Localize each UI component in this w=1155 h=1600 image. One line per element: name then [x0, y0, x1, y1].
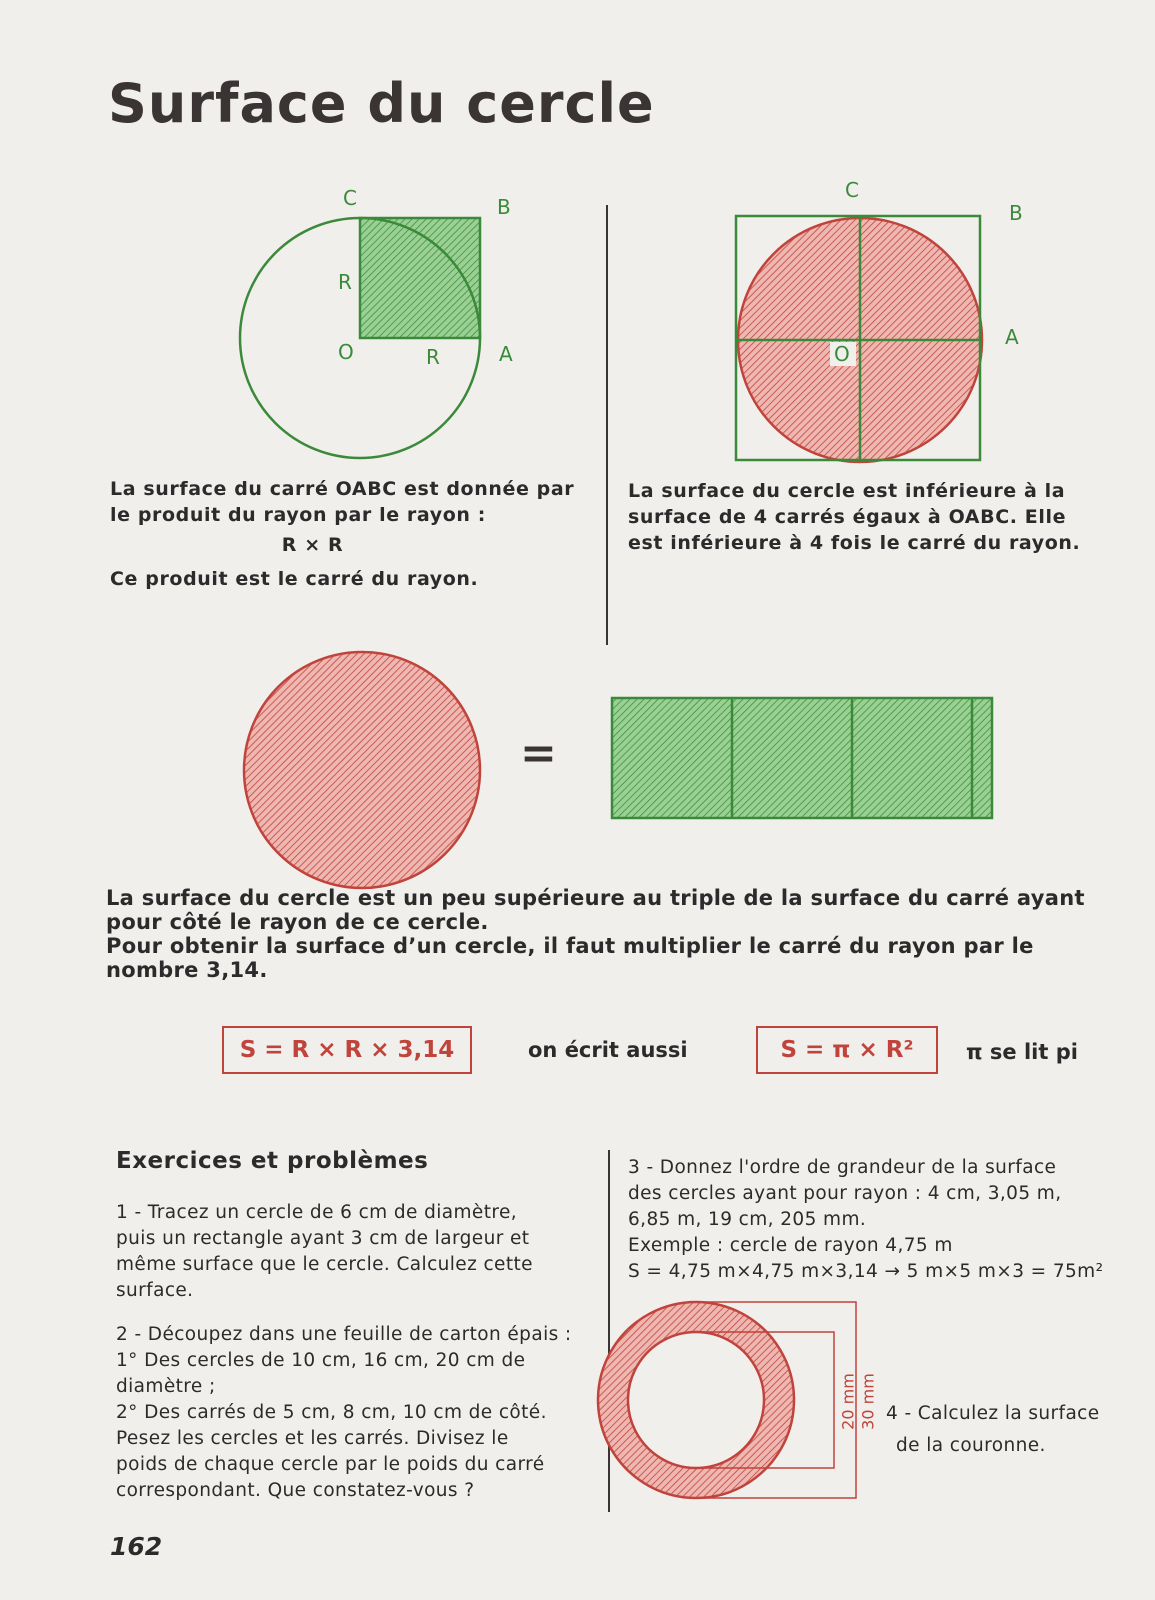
ring-diagram: [596, 1300, 876, 1500]
fig2-caption: [628, 478, 1108, 556]
label-b: B: [1009, 201, 1023, 225]
fig1-caption-line2: le produit du rayon par le rayon :: [110, 504, 486, 526]
exercise-1-line: même surface que le cercle. Calculez cette: [116, 1254, 533, 1275]
fig1-formula: R × R: [281, 534, 344, 556]
circle-equals-rectangle: [240, 650, 1000, 890]
exercise-2-line: 1° Des cercles de 10 cm, 16 cm, 20 cm de: [116, 1350, 526, 1371]
column-divider-top: [606, 205, 608, 645]
exercise-2-line: diamètre ;: [116, 1376, 216, 1397]
equals-sign: =: [520, 728, 557, 779]
statement: [106, 886, 1116, 982]
exercise-3: [628, 1155, 1128, 1285]
exercise-2: [116, 1322, 606, 1504]
dimension-label-inner: 20 mm: [838, 1373, 858, 1430]
exercise-4-line: 4 - Calculez la surface: [886, 1403, 1100, 1424]
square-oabc: [360, 218, 480, 338]
exercise-3-line: S = 4,75 m×4,75 m×3,14 → 5 m×5 m×3 = 75m²: [628, 1261, 1104, 1282]
page-number: 162: [110, 1532, 163, 1561]
formula-box-1: S = R × R × 3,14: [222, 1026, 472, 1074]
exercise-2-line: correspondant. Que constatez-vous ?: [116, 1480, 475, 1501]
page-title: Surface du cercle: [108, 72, 655, 135]
label-o: O: [834, 342, 850, 366]
exercise-1-line: surface.: [116, 1280, 194, 1301]
fig2-caption-line1: La surface du cercle est inférieure à la: [628, 480, 1066, 502]
exercise-3-line: 3 - Donnez l'ordre de grandeur de la surface: [628, 1157, 1057, 1178]
exercise-1-line: 1 - Tracez un cercle de 6 cm de diamètre,: [116, 1202, 518, 1223]
label-b: B: [497, 195, 511, 219]
statement-line4: nombre 3,14.: [106, 958, 268, 982]
label-a: A: [1005, 325, 1019, 349]
fig1-caption-line1: La surface du carré OABC est donnée par: [110, 478, 575, 500]
red-circle: [244, 652, 480, 888]
exercises-heading: Exercices et problèmes: [116, 1148, 429, 1174]
statement-line2: pour côté le rayon de ce cercle.: [106, 910, 489, 934]
formula-middle-text: on écrit aussi: [528, 1038, 688, 1062]
exercise-2-line: 2 - Découpez dans une feuille de carton épais :: [116, 1324, 572, 1345]
statement-line3: Pour obtenir la surface d’un cercle, il faut multiplier le carré du rayon par le: [106, 934, 1034, 958]
exercise-3-line: des cercles ayant pour rayon : 4 cm, 3,05 m,: [628, 1183, 1062, 1204]
fig1-caption: [110, 476, 595, 592]
label-r-vertical: R: [338, 270, 352, 294]
dimension-label-outer: 30 mm: [858, 1373, 878, 1430]
exercise-1: [116, 1200, 602, 1304]
green-rectangle: [612, 698, 992, 818]
statement-line1: La surface du cercle est un peu supérieure au triple de la surface du carré ayant: [106, 886, 1085, 910]
exercise-2-line: poids de chaque cercle par le poids du carré: [116, 1454, 545, 1475]
fig2-diagram: [730, 210, 990, 470]
fig2-caption-line2: surface de 4 carrés égaux à OABC. Elle: [628, 506, 1067, 528]
label-o: O: [338, 340, 354, 364]
formula-box-2: S = π × R²: [756, 1026, 938, 1074]
exercise-3-line: Exemple : cercle de rayon 4,75 m: [628, 1235, 953, 1256]
exercise-4: [886, 1398, 1136, 1462]
label-c: C: [343, 186, 357, 210]
exercise-2-line: Pesez les cercles et les carrés. Divisez le: [116, 1428, 509, 1449]
exercise-2-line: 2° Des carrés de 5 cm, 8 cm, 10 cm de côté.: [116, 1402, 547, 1423]
label-a: A: [499, 342, 513, 366]
exercise-1-line: puis un rectangle ayant 3 cm de largeur et: [116, 1228, 530, 1249]
fig2-caption-line3: est inférieure à 4 fois le carré du rayon.: [628, 532, 1081, 554]
label-r-horizontal: R: [426, 345, 440, 369]
label-c: C: [845, 178, 859, 202]
fig1-diagram: [200, 190, 520, 480]
fig1-caption-line3: Ce produit est le carré du rayon.: [110, 568, 479, 590]
exercise-3-line: 6,85 m, 19 cm, 205 mm.: [628, 1209, 867, 1230]
exercise-4-line: de la couronne.: [896, 1435, 1046, 1456]
pi-note: π se lit pi: [966, 1040, 1078, 1064]
